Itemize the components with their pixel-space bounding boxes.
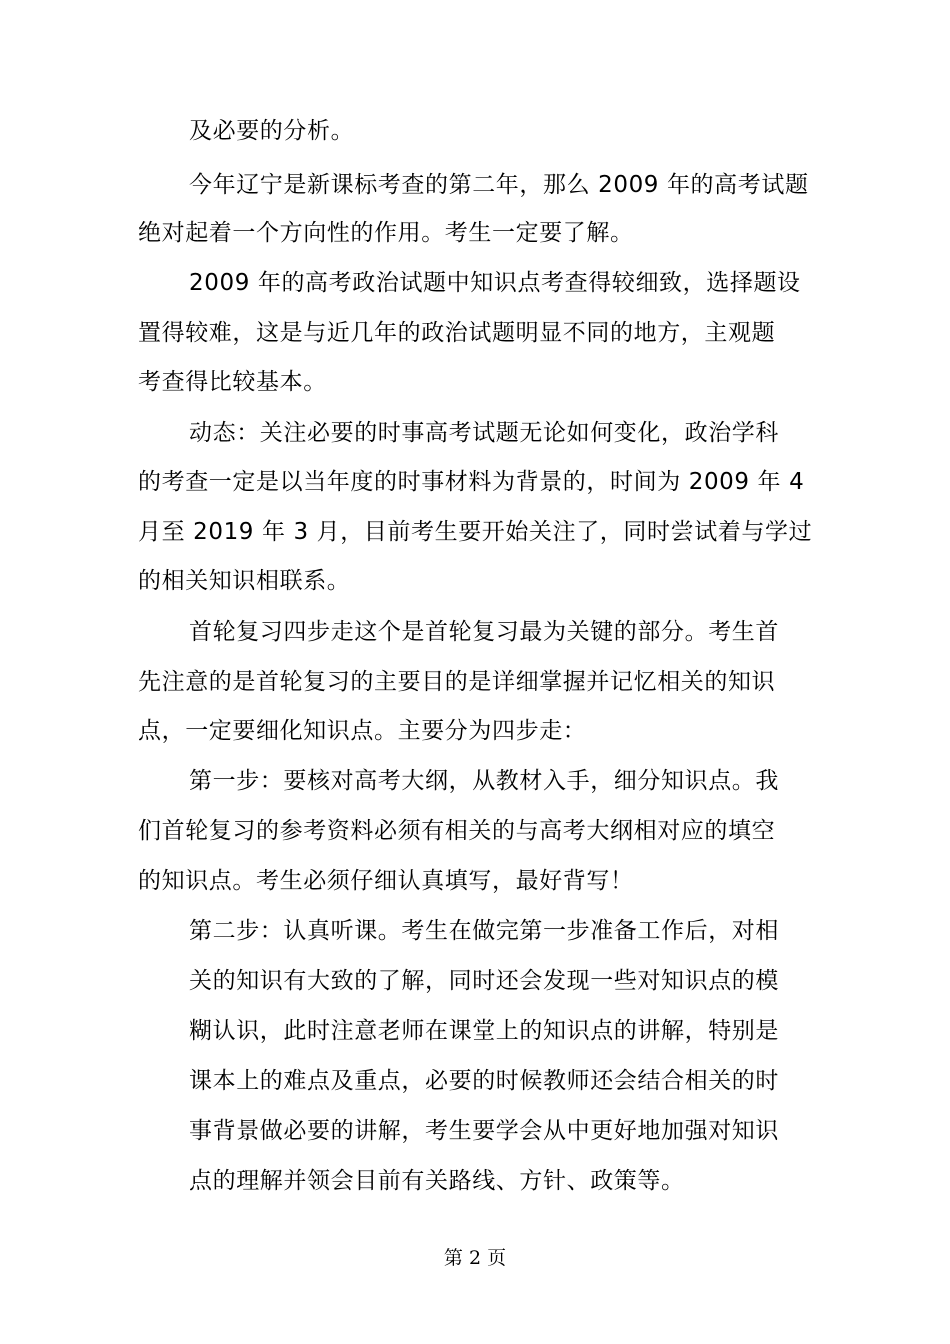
paragraph-line: 动态：关注必要的时事高考试题无论如何变化，政治学科 xyxy=(189,420,779,446)
paragraph-line: 事背景做必要的讲解，考生要学会从中更好地加强对知识 xyxy=(189,1118,779,1144)
paragraph-line: 的知识点。考生必须仔细认真填写，最好背写！ xyxy=(138,868,634,894)
paragraph-line: 第二步：认真听课。考生在做完第一步准备工作后，对相 xyxy=(189,918,779,944)
paragraph-line: 糊认识，此时注意老师在课堂上的知识点的讲解，特别是 xyxy=(189,1018,779,1044)
paragraph-line: 点的理解并领会目前有关路线、方针、政策等。 xyxy=(189,1168,685,1194)
paragraph-line: 关的知识有大致的了解，同时还会发现一些对知识点的模 xyxy=(189,968,779,994)
paragraph-line: 点，一定要细化知识点。主要分为四步走： xyxy=(138,718,587,744)
paragraph-line: 的相关知识相联系。 xyxy=(138,568,351,594)
paragraph-line: 先注意的是首轮复习的主要目的是详细掌握并记忆相关的知识 xyxy=(138,669,776,695)
paragraph-line: 课本上的难点及重点，必要的时候教师还会结合相关的时 xyxy=(189,1068,779,1094)
paragraph-line: 们首轮复习的参考资料必须有相关的与高考大纲相对应的填空 xyxy=(138,818,776,844)
paragraph-line: 今年辽宁是新课标考查的第二年，那么 2009 年的高考试题 xyxy=(189,172,809,198)
paragraph-line: 绝对起着一个方向性的作用。考生一定要了解。 xyxy=(138,220,634,246)
paragraph-line: 首轮复习四步走这个是首轮复习最为关键的部分。考生首 xyxy=(189,619,779,645)
paragraph-line: 及必要的分析。 xyxy=(189,118,355,144)
paragraph-line: 置得较难，这是与近几年的政治试题明显不同的地方，主观题 xyxy=(138,320,776,346)
page-number: 第 2 页 xyxy=(443,1247,507,1269)
paragraph-line: 月至 2019 年 3 月，目前考生要开始关注了，同时尝试着与学过 xyxy=(138,519,813,545)
paragraph-line: 第一步：要核对高考大纲，从教材入手，细分知识点。我 xyxy=(189,768,779,794)
paragraph-line: 的考查一定是以当年度的时事材料为背景的，时间为 2009 年 4 xyxy=(138,469,805,495)
paragraph-line: 2009 年的高考政治试题中知识点考查得较细致，选择题设 xyxy=(189,270,801,296)
paragraph-line: 考查得比较基本。 xyxy=(138,369,327,395)
